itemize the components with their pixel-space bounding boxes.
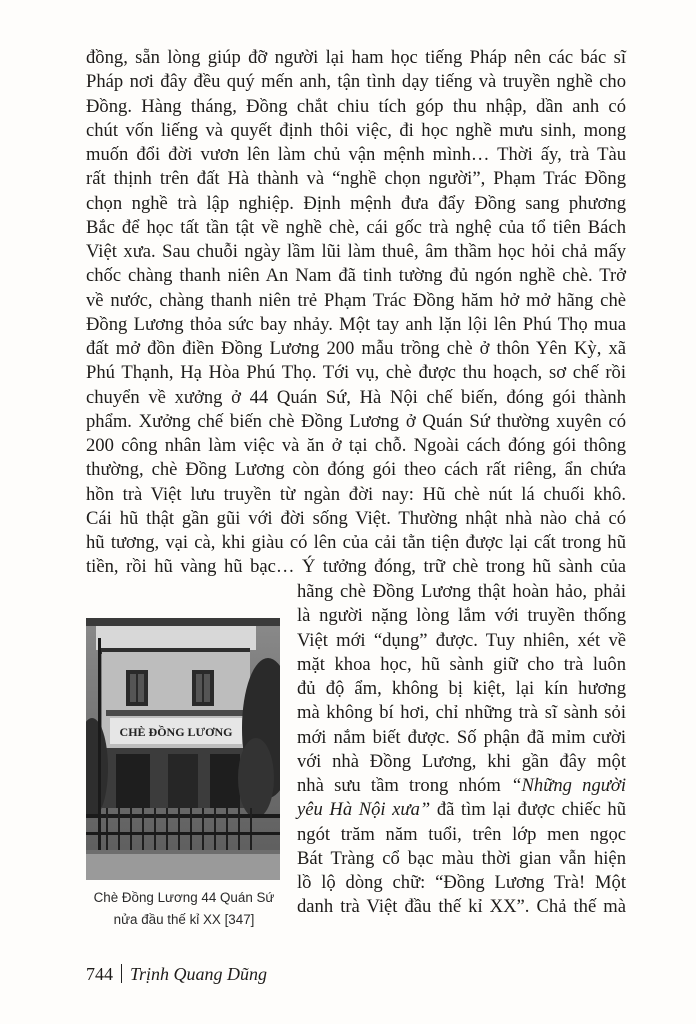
text-run: Việt mới “dụng” được. Tuy nhiên, xét về [297, 629, 626, 651]
italic-quote: yêu Hà Nội xưa” [297, 799, 431, 821]
column-text-line [297, 823, 626, 847]
text-line: phẩm. Xưởng chế biến chè Đồng Lương ở Quán Sứ thường xuyên có [86, 410, 626, 432]
footer-separator [121, 964, 122, 983]
column-text-line [297, 580, 626, 604]
text-line: thường, chè Đồng Lương còn đóng gói theo cách rất riêng, ẩn chứa [86, 459, 626, 481]
text-run: mới nắm biết được. Số phận đã mỉm cười [297, 726, 626, 748]
text-run: lồ lộ dòng chữ: “Đồng Lương Trà! Một [297, 872, 626, 893]
text-run: ngót trăm năm tuổi, trên lớp men ngọc [297, 823, 626, 845]
text-run: nhà sưu tầm trong nhóm [297, 775, 501, 796]
text-line: về nước, chàng thanh niên trẻ Phạm Trác Đồng hăm hở mở hãng chè [86, 289, 626, 311]
text-line: Pháp nơi đây đều quý mến anh, tận tình dạy tiếng và truyền nghề cho [86, 71, 626, 93]
text-line: Bắc để học tất tần tật về nghề chè, cái gốc trà nghệ của tổ tiên Bách [86, 216, 626, 238]
text-run: là người nặng lòng lắm với truyền thống [297, 605, 626, 627]
page-footer [86, 962, 267, 986]
text-run: mặt khoa học, hũ sành giữ cho trà luôn [297, 653, 626, 675]
column-text-line [297, 604, 626, 628]
column-text-line [297, 847, 626, 871]
caption-line: Chè Đồng Lương 44 Quán Sứ [93, 890, 275, 905]
italic-quote: “Những người [511, 775, 626, 796]
text-line: rất thịnh trên đất Hà thành và “nghề chọn người”, Phạm Trác Đồng [86, 168, 626, 190]
text-line: chút vốn liếng và quyết định thôi việc, đi học nghề mưu sinh, mong [86, 119, 626, 141]
text-line: Đồng. Hàng tháng, Đồng chắt chiu tích góp thu nhập, dần anh có [86, 95, 626, 117]
column-text-line [297, 726, 626, 750]
column-text-line [297, 750, 626, 774]
text-line: chọn nghề trà lập nghiệp. Định mệnh đưa đẩy Đồng sang phương [86, 192, 626, 214]
text-line: chuyển về xưởng ở 44 Quán Sứ, Hà Nội chế biến, đóng gói thành [86, 386, 626, 408]
text-line: Việt xưa. Sau chuỗi ngày lầm lũi làm thuê, âm thầm học hỏi chả mấy [86, 241, 626, 262]
text-line: tiền, rồi hũ vàng hũ bạc… Ý tưởng đóng, trữ chè trong hũ sành của [86, 556, 626, 578]
column-text-line [297, 677, 626, 701]
text-run: mà không bí hơi, chỉ những trà sĩ sành sỏi [297, 702, 626, 724]
text-line: Đồng Lương thỏa sức bay nhảy. Một tay anh lặn lội lên Phú Thọ mua [86, 313, 626, 335]
column-text-line [297, 629, 626, 653]
column-text-line [297, 798, 626, 822]
column-text-line [297, 895, 626, 919]
tea-shop-building-image [86, 618, 280, 880]
text-line: Phú Thạnh, Hạ Hòa Phú Thọ. Tới vụ, chè được thu hoạch, sơ chế rồi [86, 362, 626, 384]
author-name: Trịnh Quang Dũng [130, 964, 268, 984]
text-line: đất mở đồn điền Đồng Lương 200 mẫu trồng chè ở thôn Yên Kỳ, xã [86, 338, 626, 359]
text-line: hồn trà Việt lưu truyền từ ngàn đời nay: Hũ chè nút lá chuối khô. [86, 483, 626, 505]
text-line: 200 công nhân làm việc và ăn ở tại chỗ. Ngoài cách đóng gói thông [86, 435, 626, 456]
page-number: 744 [86, 964, 113, 984]
text-run: đã tìm lại được chiếc hũ [436, 799, 627, 821]
text-line: hũ tương, vại cà, khi giàu có lên của cải tằn tiện được lại cất trong hũ [86, 532, 626, 553]
text-run: đủ độ ẩm, không bị kiệt, lại kín hương [297, 678, 626, 699]
column-text-line [297, 871, 626, 895]
text-line: đồng, sẵn lòng giúp đỡ người lại ham học tiếng Pháp nên các bác sĩ [86, 47, 626, 68]
text-line: muốn đổi đời vươn lên làm chủ vận mệnh mình… Thời ấy, trà Tàu [86, 144, 626, 165]
text-run: Bát Tràng cổ bạc màu thời gian vẫn hiện [297, 847, 626, 869]
column-text-line [297, 653, 626, 677]
caption-line: nửa đầu thế kỉ XX [347] [113, 912, 255, 927]
historic-photo [86, 618, 280, 880]
shop-sign-text: CHÈ ĐỒNG LƯƠNG [119, 725, 233, 739]
text-run: danh trà Việt đầu thế kỉ XX”. Chả thế mà [297, 896, 626, 918]
text-run: với nhà Đồng Lương, khi gần đây một [297, 750, 626, 772]
column-text-line [297, 701, 626, 725]
text-run: hãng chè Đồng Lương thật hoàn hảo, phải [297, 581, 626, 602]
text-line: chốc chàng thanh niên An Nam đã tinh tường đủ ngón nghề chè. Trở [86, 265, 626, 287]
column-text-line [297, 774, 626, 798]
text-line: Cái hũ thật gần gũi với đời sống Việt. Thường nhật nhà nào chả có [86, 507, 626, 529]
